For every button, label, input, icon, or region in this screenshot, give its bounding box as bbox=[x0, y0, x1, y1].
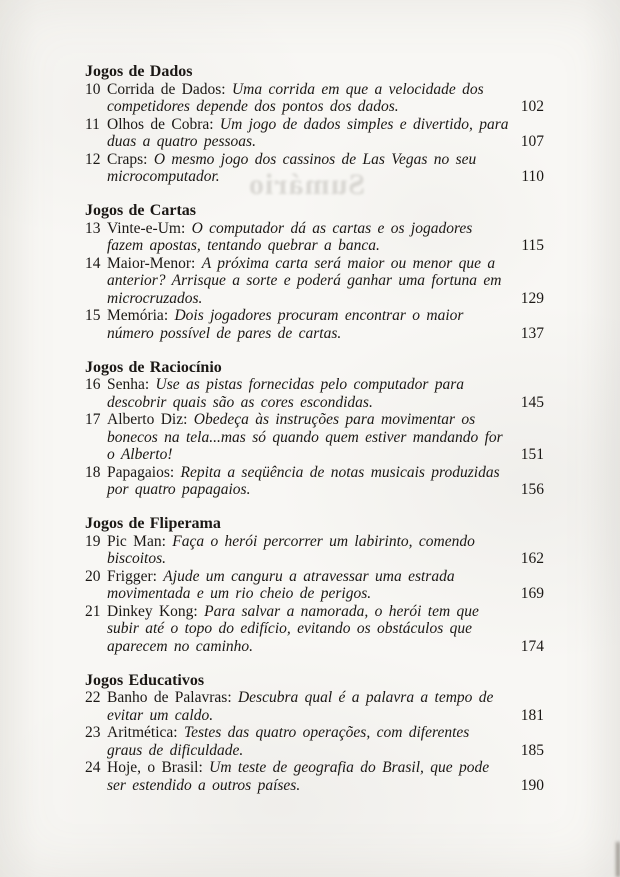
entry-title: Banho de Palavras: bbox=[107, 689, 232, 706]
entry-description-line: movimentada e um rio cheio de perigos. bbox=[107, 585, 372, 602]
entry-page-number: 151 bbox=[520, 446, 544, 463]
entry-description-line: O computador dá as cartas e os jogadores bbox=[191, 219, 473, 237]
entry-page-number: 110 bbox=[521, 168, 544, 185]
entry-continuation-line bbox=[107, 777, 544, 795]
entry-number: 12 bbox=[85, 150, 101, 168]
entry-page-number: 145 bbox=[520, 393, 544, 411]
entry-page-number: 181 bbox=[520, 706, 544, 724]
entry-continuation-line bbox=[107, 481, 544, 499]
entry-first-line bbox=[85, 567, 544, 586]
entry-number: 13 bbox=[85, 219, 101, 237]
entry-title: Aritmética: bbox=[107, 724, 178, 741]
entry-number: 17 bbox=[85, 411, 101, 428]
entry-page-number: 115 bbox=[521, 237, 544, 254]
entry-number: 20 bbox=[85, 567, 101, 585]
entry-continuation-line bbox=[107, 620, 544, 638]
entry-first-line bbox=[85, 411, 544, 429]
entry-page-number: 107 bbox=[520, 133, 544, 150]
section-heading: Jogos de Raciocínio bbox=[85, 358, 222, 376]
entry-first-line bbox=[85, 532, 544, 551]
entry-first-line bbox=[85, 254, 544, 273]
entry-description-line: subir até o topo do edifício, evitando os obstáculos que bbox=[107, 620, 473, 637]
entry-title: Maior-Menor: bbox=[107, 254, 196, 272]
bleed-through-watermark: Sumário bbox=[248, 168, 366, 201]
entry-title: Hoje, o Brasil: bbox=[107, 759, 203, 776]
entry-description-line: Um jogo de dados simples e divertido, para bbox=[219, 115, 509, 133]
entry-description-line: Testes das quatro operações, com diferentes bbox=[183, 724, 470, 741]
entry-first-line bbox=[85, 80, 544, 99]
entry-description-line: Use as pistas fornecidas pelo computador para bbox=[155, 376, 465, 393]
entry-page-number: 169 bbox=[520, 585, 544, 602]
entry-first-line bbox=[85, 463, 544, 482]
entry-number: 14 bbox=[85, 254, 101, 272]
entry-description-line: fazem apostas, tentando quebrar a banca. bbox=[107, 237, 380, 254]
entry-description-line: A próxima carta será maior ou menor que a bbox=[201, 254, 496, 272]
toc-section bbox=[85, 63, 544, 186]
toc-entry bbox=[85, 376, 544, 411]
entry-description-line: descobrir quais são as cores escondidas. bbox=[107, 393, 373, 411]
entry-title: Dinkey Kong: bbox=[107, 602, 198, 620]
entry-number: 23 bbox=[85, 724, 101, 741]
entry-page-number: 162 bbox=[520, 550, 544, 567]
entry-first-line bbox=[85, 602, 544, 621]
entry-title: Papagaios: bbox=[107, 463, 175, 481]
entry-page-number: 137 bbox=[520, 324, 544, 342]
entry-number: 11 bbox=[85, 115, 100, 133]
entry-description-line: o Alberto! bbox=[107, 446, 173, 463]
section-heading: Jogos de Dados bbox=[85, 63, 193, 80]
toc-section bbox=[85, 672, 544, 795]
entry-first-line bbox=[85, 115, 544, 134]
entry-page-number: 190 bbox=[520, 776, 544, 794]
entry-first-line bbox=[85, 219, 544, 238]
entry-number: 15 bbox=[85, 307, 101, 324]
entry-description-line: número possível de pares de cartas. bbox=[107, 324, 342, 342]
entry-description-line: duas a quatro pessoas. bbox=[107, 133, 256, 150]
entry-number: 16 bbox=[85, 376, 101, 393]
section-heading: Jogos de Fliperama bbox=[85, 515, 221, 532]
toc-entry bbox=[85, 151, 544, 186]
toc-entry bbox=[85, 568, 544, 603]
entry-continuation-line bbox=[107, 550, 544, 568]
toc-entry bbox=[85, 81, 544, 116]
entry-continuation-line bbox=[107, 585, 544, 603]
entry-description-line: Ajude um canguru a atravessar uma estrada bbox=[163, 567, 455, 585]
entry-description-line: bonecos na tela...mas só quando quem estiver mandando for bbox=[107, 428, 503, 446]
toc-entry bbox=[85, 603, 544, 656]
entry-continuation-line bbox=[107, 237, 544, 255]
toc-section bbox=[85, 515, 544, 655]
entry-first-line bbox=[85, 307, 544, 325]
section-heading: Jogos de Cartas bbox=[85, 202, 196, 219]
entry-number: 19 bbox=[85, 532, 101, 550]
entry-continuation-line bbox=[107, 742, 544, 760]
page-edge-shadow bbox=[616, 842, 620, 877]
toc-entry bbox=[85, 116, 544, 151]
toc-section bbox=[85, 359, 544, 499]
entry-first-line bbox=[85, 759, 544, 777]
entry-description-line: Obedeça às instruções para movimentar os bbox=[193, 411, 476, 428]
entry-description-line: biscoitos. bbox=[107, 550, 166, 567]
table-of-contents bbox=[85, 63, 544, 811]
entry-page-number: 156 bbox=[520, 481, 544, 498]
entry-title: Senha: bbox=[107, 376, 150, 393]
entry-description-line: Uma corrida em que a velocidade dos bbox=[231, 80, 484, 98]
entry-continuation-line bbox=[107, 707, 544, 725]
entry-title: Alberto Diz: bbox=[107, 411, 188, 428]
entry-title: Memória: bbox=[107, 307, 169, 324]
entry-description-line: aparecem no caminho. bbox=[107, 637, 254, 655]
toc-entry bbox=[85, 689, 544, 724]
entry-continuation-line bbox=[107, 394, 544, 412]
toc-entry bbox=[85, 255, 544, 308]
entry-description-line: microcomputador. bbox=[107, 168, 220, 185]
entry-title: Corrida de Dados: bbox=[107, 80, 226, 98]
entry-title: Pic Man: bbox=[107, 532, 166, 550]
entry-description-line: Repita a seqüência de notas musicais produzidas bbox=[180, 463, 500, 481]
entry-first-line bbox=[85, 689, 544, 707]
entry-page-number: 174 bbox=[520, 637, 544, 655]
entry-page-number: 102 bbox=[520, 98, 544, 115]
entry-continuation-line bbox=[107, 133, 544, 151]
toc-entry bbox=[85, 411, 544, 464]
entry-title: Olhos de Cobra: bbox=[107, 115, 214, 133]
entry-page-number: 129 bbox=[520, 289, 544, 307]
entry-number: 22 bbox=[85, 689, 101, 706]
section-heading: Jogos Educativos bbox=[85, 671, 205, 689]
entry-description-line: evitar um caldo. bbox=[107, 706, 214, 724]
entry-description-line: Faça o herói percorrer um labirinto, comendo bbox=[172, 532, 475, 550]
toc-entry bbox=[85, 220, 544, 255]
toc-entry bbox=[85, 533, 544, 568]
entry-continuation-line bbox=[107, 638, 544, 656]
entry-continuation-line bbox=[107, 272, 544, 290]
entry-description-line: competidores depende dos pontos dos dados. bbox=[107, 98, 399, 115]
entry-description-line: Um teste de geografia do Brasil, que pode bbox=[209, 759, 490, 776]
entry-description-line: Descubra qual é a palavra a tempo de bbox=[237, 689, 494, 706]
entry-description-line: graus de dificuldade. bbox=[107, 741, 244, 759]
entry-number: 10 bbox=[85, 80, 101, 98]
toc-section bbox=[85, 202, 544, 342]
toc-entry bbox=[85, 759, 544, 794]
entry-number: 21 bbox=[85, 602, 101, 620]
entry-first-line bbox=[85, 376, 544, 394]
entry-continuation-line bbox=[107, 429, 544, 447]
entry-number: 18 bbox=[85, 463, 101, 481]
entry-continuation-line bbox=[107, 325, 544, 343]
entry-description-line: ser estendido a outros países. bbox=[107, 776, 301, 794]
entry-description-line: por quatro papagaios. bbox=[107, 481, 251, 498]
entry-page-number: 185 bbox=[520, 741, 544, 759]
entry-description-line: Dois jogadores procuram encontrar o maior bbox=[174, 307, 464, 324]
entry-description-line: anterior? Arrisque a sorte e poderá ganhar uma fortuna em bbox=[107, 272, 502, 289]
entry-description-line: Para salvar a namorada, o herói tem que bbox=[204, 602, 479, 620]
entry-title: Frigger: bbox=[107, 567, 157, 585]
entry-number: 24 bbox=[85, 759, 101, 776]
entry-continuation-line bbox=[107, 98, 544, 116]
entry-first-line bbox=[85, 150, 544, 169]
entry-first-line bbox=[85, 724, 544, 742]
entry-description-line: microcruzados. bbox=[107, 289, 203, 307]
entry-title: Vinte-e-Um: bbox=[107, 219, 186, 237]
entry-title: Craps: bbox=[107, 150, 148, 168]
entry-description-line: O mesmo jogo dos cassinos de Las Vegas no seu bbox=[153, 150, 477, 168]
toc-entry bbox=[85, 464, 544, 499]
toc-entry bbox=[85, 307, 544, 342]
entry-continuation-line bbox=[107, 168, 544, 186]
entry-continuation-line bbox=[107, 446, 544, 464]
entry-continuation-line bbox=[107, 290, 544, 308]
toc-entry bbox=[85, 724, 544, 759]
